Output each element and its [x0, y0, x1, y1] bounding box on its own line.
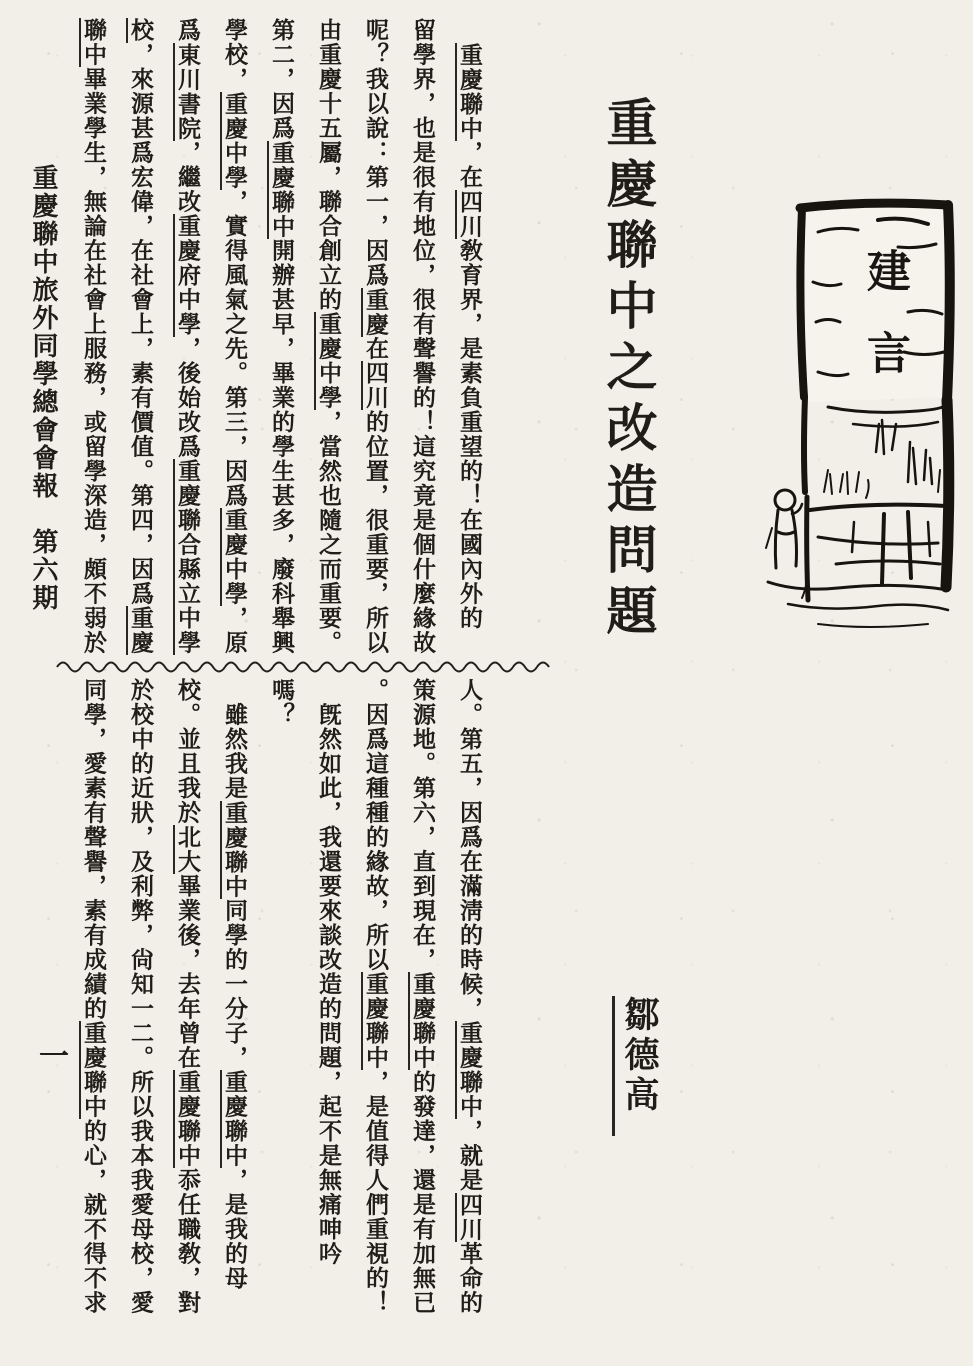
text-column: 校。並且我於北大畢業後，去年曾在重慶聯中忝任職敎，對	[175, 678, 200, 1315]
proper-noun-mark: 重慶聯中	[222, 800, 247, 899]
text-column: 學校，重慶中學，實得風氣之先。第三，因爲重慶中學，原	[222, 18, 247, 655]
proper-noun-mark: 校	[128, 18, 153, 43]
section-label: 建言	[860, 248, 909, 412]
text-column: 於校中的近狀，及利弊，尙知一二。所以我本我愛母校，愛	[128, 678, 153, 1315]
proper-noun-mark: 重慶聯中	[410, 972, 435, 1070]
proper-noun-mark: 重慶中學	[222, 91, 247, 190]
proper-noun-mark: 重慶中學	[222, 508, 247, 606]
proper-noun-mark: 重慶府中學	[175, 214, 200, 337]
text-column: 。因爲這種種的緣故，所以重慶聯中，是值得人們重視的！	[363, 678, 388, 1315]
text-column: 策源地。第六，直到現在，重慶聯中的發達，還是有加無已	[410, 678, 435, 1315]
text-column: 重慶聯中，在四川敎育界，是素負重望的！在國內外的	[457, 42, 482, 631]
proper-noun-mark: 重慶聯中	[222, 1070, 247, 1168]
text-column: 由重慶十五屬，聯合創立的重慶中學，當然也隨之而重要。	[316, 18, 341, 655]
proper-noun-mark: 四川	[457, 1192, 482, 1242]
author-name: 鄒德高	[612, 996, 661, 1136]
text-column: 同學，愛素有聲譽，素有成績的重慶聯中的心，就不得不求	[81, 678, 106, 1315]
proper-noun-mark: 重慶聯中	[269, 140, 294, 239]
proper-noun-mark: 四川	[363, 361, 388, 410]
proper-noun-mark: 重慶聯中	[363, 972, 388, 1070]
text-column: 人。第五，因爲在滿淸的時候，重慶聯中，就是四川革命的	[457, 678, 482, 1315]
text-column: 雖然我是重慶聯中同學的一分子，重慶聯中，是我的母	[222, 678, 247, 1291]
text-column: 聯中畢業學生，無論在社會上服務，或留學深造，頗不弱於	[81, 18, 106, 655]
proper-noun-mark: 四川	[457, 189, 482, 239]
page-number: 一	[34, 1040, 67, 1070]
margin-gap	[29, 500, 58, 528]
text-column: 呢？我以說：第一，因爲重慶在四川的位置，很重要，所以	[363, 18, 388, 655]
proper-noun-mark: 重慶	[363, 287, 388, 337]
text-column: 嗎？	[269, 678, 294, 727]
text-column: 留學界，也是很有地位，很有聲譽的！這究竟是個什麼緣故	[410, 18, 435, 655]
text-column: 爲東川書院，繼改重慶府中學，後始改爲重慶聯合縣立中學	[175, 18, 200, 655]
proper-noun-mark: 聯中	[81, 18, 106, 67]
proper-noun-mark: 重慶聯中	[457, 1021, 482, 1119]
stele-illustration	[758, 192, 963, 652]
proper-noun-mark: 重慶聯合縣立中學	[175, 459, 200, 655]
article-title: 重慶聯中之改造問題	[598, 96, 654, 645]
wavy-divider	[55, 658, 561, 674]
upper-text-block	[64, 18, 493, 663]
issue-number: 第六期	[29, 528, 58, 612]
proper-noun-mark: 重慶聯中	[457, 42, 482, 141]
proper-noun-mark: 東川書院	[175, 42, 200, 141]
text-column: 第二，因爲重慶聯中開辦甚早，畢業的學生甚多，廢科舉興	[269, 18, 294, 655]
text-column: 校，來源甚爲宏偉，在社會上，素有價值。第四，因爲重慶	[128, 18, 153, 655]
proper-noun-mark: 重慶	[128, 606, 153, 655]
proper-noun-mark: 重慶聯中	[175, 1070, 200, 1168]
proper-noun-mark: 重慶聯中	[81, 1021, 106, 1119]
proper-noun-mark: 北大	[175, 825, 200, 874]
proper-noun-mark: 重慶中學	[316, 312, 341, 410]
lower-text-block	[64, 678, 493, 1350]
journal-running-title	[26, 164, 60, 644]
text-column: 旣然如此，我還要來談改造的問題，起不是無痛呻吟	[316, 678, 341, 1266]
journal-title-text: 重慶聯中旅外同學總會會報	[29, 164, 58, 500]
